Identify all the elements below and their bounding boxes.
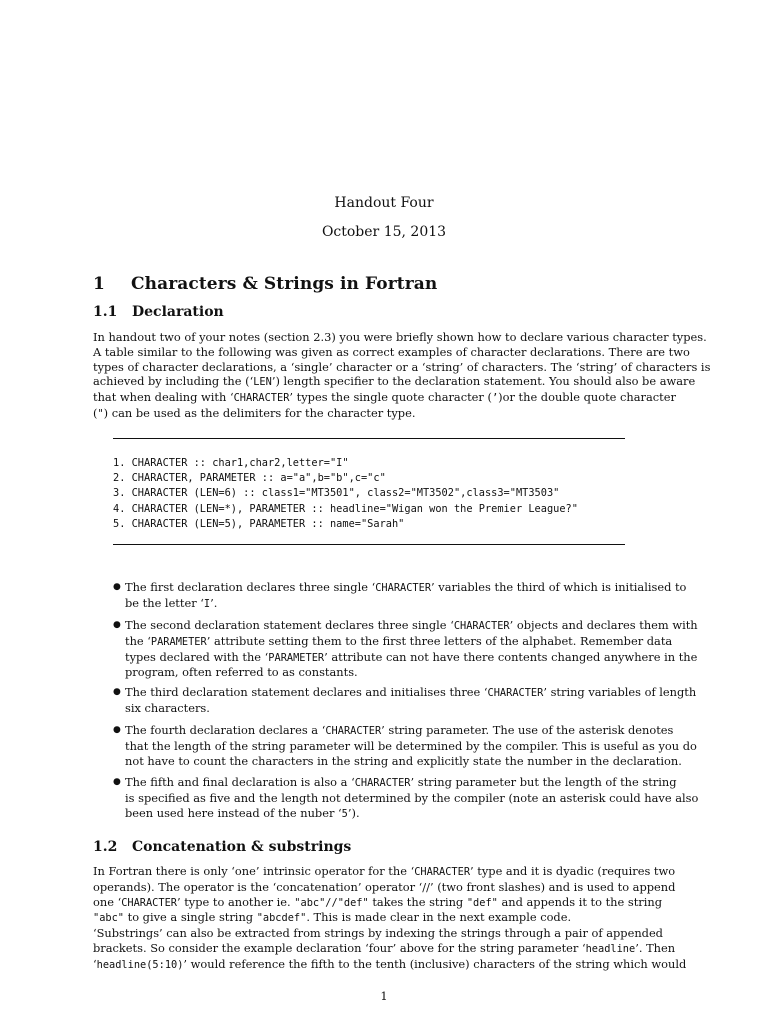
bullet-line: be the letter ‘I’.: [125, 595, 218, 610]
bullet-line: not have to count the characters in the string and explicitly state the number in the declaration.: [125, 753, 682, 768]
concat-line: operands). The operator is the ‘concatenation’ operator ‘//’ (two front slashes) and is used to append: [93, 879, 676, 894]
bullet-line: types declared with the ‘PARAMETER’ attribute can not have there contents changed anywhere in the: [125, 649, 698, 664]
subsection-title: Declaration: [132, 304, 224, 320]
concat-line: brackets. So consider the example declaration ‘four’ above for the string parameter ‘headline’. Then: [93, 940, 676, 955]
page-number: 1: [380, 989, 388, 1003]
code-bottom-rule: [113, 544, 625, 545]
code-line: 3. CHARACTER (LEN=6) :: class1="MT3501", class2="MT3502",class3="MT3503": [113, 487, 560, 500]
bullet-dot-icon: ●: [113, 582, 121, 592]
intro-line: In handout two of your notes (section 2.3) you were briefly shown how to declare various character types.: [93, 330, 707, 344]
bullet-text: [125, 775, 699, 821]
code-listing: [113, 456, 578, 532]
bullet-line: The fourth declaration declares a ‘CHARACTER’ string parameter. The use of the asterisk denotes: [125, 723, 674, 737]
bullet-line: program, often referred to as constants.: [125, 665, 358, 680]
intro-line: achieved by including the (‘LEN’) length specifier to the declaration statement. You should also be aware: [93, 374, 696, 389]
subsection-heading-declaration: [93, 304, 224, 320]
subsection-number: 1.1: [93, 304, 118, 320]
subsection-title: Concatenation & substrings: [132, 839, 352, 855]
concat-line: "abc" to give a single string "abcdef". This is made clear in the next example code.: [93, 910, 572, 925]
concat-line: ‘Substrings’ can also be extracted from strings by indexing the strings through a pair of appended: [93, 926, 663, 941]
concatenation-paragraph: [93, 864, 687, 973]
section-number: 1: [93, 274, 105, 294]
intro-line: that when dealing with ‘CHARACTER’ types the single quote character (’)or the double quote character: [93, 390, 676, 405]
bullet-line: been used here instead of the nuber ‘5’).: [125, 805, 360, 820]
bullet-dot-icon: ●: [113, 777, 121, 787]
code-line: 4. CHARACTER (LEN=*), PARAMETER :: headline="Wigan won the Premier League?": [113, 502, 578, 515]
intro-line: types of character declarations, a ‘single’ character or a ‘string’ of characters. The ‘string’ of characters is: [93, 359, 711, 374]
bullet-text: [125, 618, 698, 680]
intro-line: A table similar to the following was given as correct examples of character declarations. There are two: [93, 344, 690, 359]
bullet-line: the ‘PARAMETER’ attribute setting them to the first three letters of the alphabet. Remember data: [125, 633, 673, 648]
subsection-heading-concatenation: [93, 839, 351, 855]
intro-paragraph: [93, 330, 711, 422]
section-title: Characters & Strings in Fortran: [131, 274, 438, 294]
code-top-rule: [113, 438, 625, 439]
section-heading: [93, 274, 437, 294]
bullet-dot-icon: ●: [113, 687, 121, 697]
bullet-line: The third declaration statement declares and initialises three ‘CHARACTER’ string variables of length: [125, 685, 697, 699]
bullet-dot-icon: ●: [113, 620, 121, 630]
concat-line: one ‘CHARACTER’ type to another ie. "abc"//"def" takes the string "def" and appends it to the string: [93, 894, 663, 909]
bullet-line: The second declaration statement declares three single ‘CHARACTER’ objects and declares them with: [125, 618, 698, 632]
document-date: October 15, 2013: [321, 224, 447, 240]
document-title: Handout Four: [334, 195, 434, 211]
bullet-line: six characters.: [125, 700, 210, 715]
subsection-number: 1.2: [93, 839, 118, 855]
bullet-line: The fifth and final declaration is also a ‘CHARACTER’ string parameter but the length of the string: [125, 775, 677, 789]
concat-line: In Fortran there is only ‘one’ intrinsic operator for the ‘CHARACTER’ type and it is dyadic (requires two: [93, 864, 676, 878]
bullet-text: [125, 685, 697, 716]
bullet-dot-icon: ●: [113, 725, 121, 735]
code-line: 5. CHARACTER (LEN=5), PARAMETER :: name="Sarah": [113, 517, 405, 530]
bullet-line: is specified as five and the length not determined by the compiler (note an asterisk could have also: [125, 790, 699, 805]
code-line: 1. CHARACTER :: char1,char2,letter="I": [113, 457, 349, 469]
bullet-text: [125, 723, 697, 768]
code-line: 2. CHARACTER, PARAMETER :: a="a",b="b",c="c": [113, 472, 386, 485]
bullet-line: The first declaration declares three single ‘CHARACTER’ variables the third of which is initialised to: [125, 580, 687, 594]
bullet-text: [125, 580, 687, 612]
intro-line: (") can be used as the delimiters for the character type.: [93, 405, 416, 420]
bullet-line: that the length of the string parameter will be determined by the compiler. This is useful as you do: [125, 738, 697, 753]
concat-line: ‘headline(5:10)’ would reference the fifth to the tenth (inclusive) characters of the string which would: [93, 956, 687, 971]
